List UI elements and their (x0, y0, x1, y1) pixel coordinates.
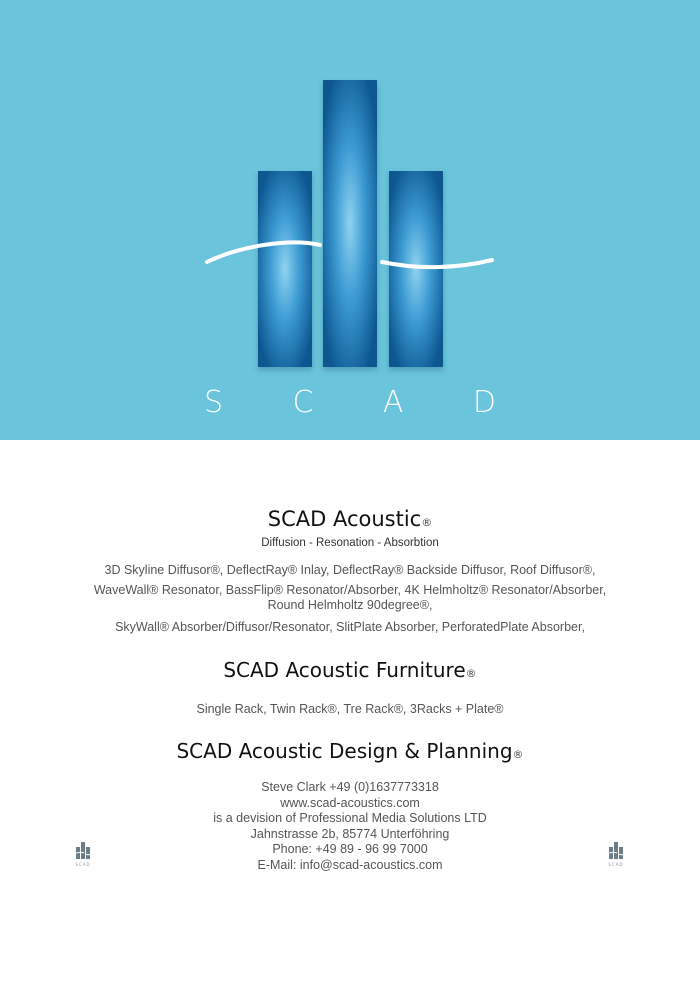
product-line: Round Helmholtz 90degree®, (267, 598, 433, 612)
company-info: is a devision of Professional Media Solutions LTD (213, 811, 487, 825)
registered-mark: ® (465, 667, 477, 680)
contact-person: Steve Clark +49 (0)1637773318 (261, 780, 439, 794)
mini-logo-right (607, 840, 627, 868)
mini-logo-caption: SCAD (75, 862, 91, 867)
furniture-title-text: SCAD Acoustic Furniture (223, 658, 466, 682)
acoustic-products (0, 560, 700, 637)
brand-wordmark (180, 378, 520, 428)
registered-mark: ® (421, 516, 433, 529)
logo-bar-left (258, 171, 312, 367)
hero-banner (0, 0, 700, 440)
mini-logo-caption: SCAD (608, 862, 624, 867)
acoustic-title-text: SCAD Acoustic (267, 507, 422, 531)
logo-bar-center (323, 80, 377, 367)
brand-letter: D (472, 385, 496, 420)
furniture-items: Single Rack, Twin Rack®, Tre Rack®, 3Racks + Plate® (196, 702, 504, 716)
furniture-title (0, 657, 700, 687)
product-line: 3D Skyline Diffusor®, DeflectRay® Inlay, DeflectRay® Backside Diffusor, Roof Diffusor®, (104, 563, 596, 577)
brand-letter: A (382, 385, 404, 420)
brand-letter: C (292, 385, 314, 420)
furniture-section (0, 657, 700, 719)
scad-mini-logo-icon (74, 840, 94, 868)
registered-mark: ® (512, 748, 524, 761)
contact-block (0, 780, 700, 873)
scad-mini-logo-icon (607, 840, 627, 868)
website-link[interactable]: www.scad-acoustics.com (280, 795, 420, 810)
address: Jahnstrasse 2b, 85774 Unterföhring (250, 826, 450, 841)
design-section (0, 738, 700, 768)
phone-number: Phone: +49 89 - 96 99 7000 (272, 842, 428, 856)
brand-letter: S (204, 385, 224, 420)
acoustic-section (0, 506, 700, 549)
acoustic-title (0, 506, 700, 536)
mini-logo-left (74, 840, 94, 868)
product-line: WaveWall® Resonator, BassFlip® Resonator/Absorber, 4K Helmholtz® Resonator/Absorber, (93, 583, 607, 597)
acoustic-tagline: Diffusion - Resonation - Absorbtion (261, 537, 439, 549)
scad-logo-graphic (0, 0, 700, 440)
product-line: SkyWall® Absorber/Diffusor/Resonator, SlitPlate Absorber, PerforatedPlate Absorber, (115, 620, 585, 634)
design-title (0, 738, 700, 768)
design-title-text: SCAD Acoustic Design & Planning (176, 739, 513, 763)
email-link[interactable]: E-Mail: info@scad-acoustics.com (257, 857, 443, 872)
